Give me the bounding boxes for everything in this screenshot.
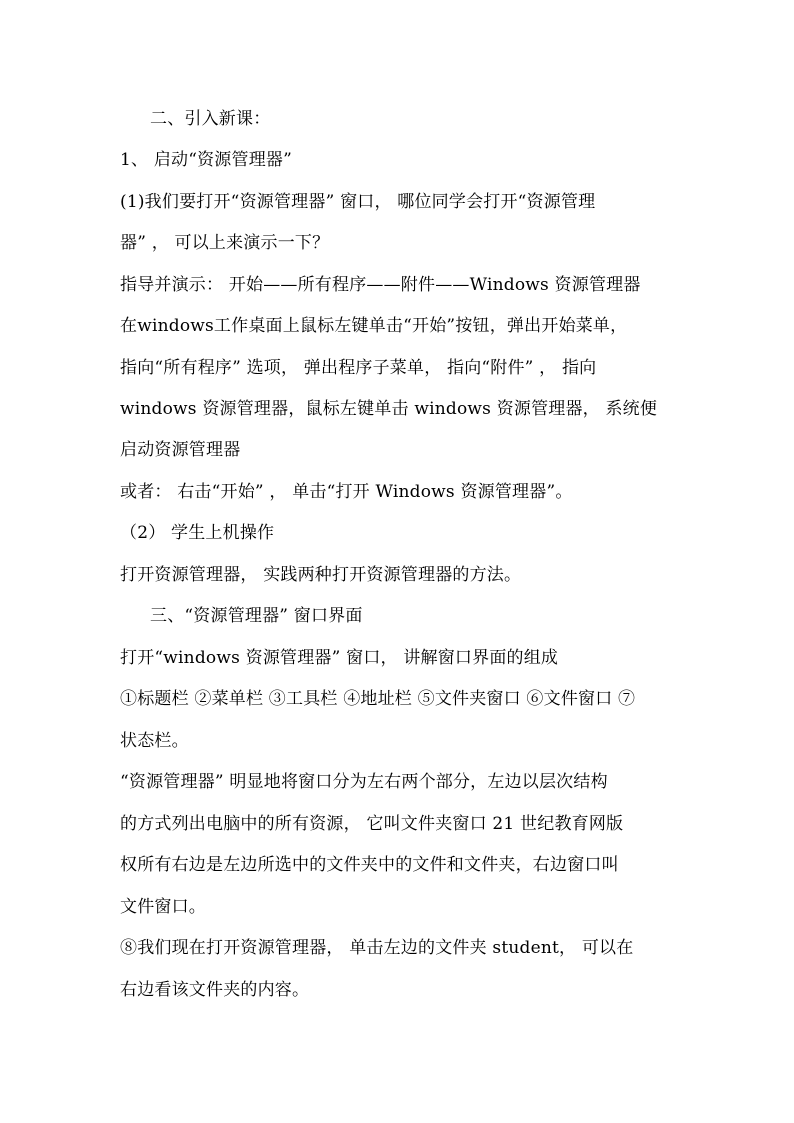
paragraph-line: 右边看该文件夹的内容。 [120,980,310,1000]
paragraph-line: 打开资源管理器， 实践两种打开资源管理器的方法。 [120,565,522,585]
paragraph-line: 指导并演示： 开始——所有程序——附件——Windows 资源管理器 [120,275,641,295]
paragraph-line: 权所有右边是左边所选中的文件夹中的文件和文件夹，右边窗口叫 [120,855,619,875]
paragraph-line: 状态栏。 [120,731,189,751]
paragraph-line: 打开“windows 资源管理器” 窗口， 讲解窗口界面的组成 [120,648,559,668]
paragraph-line: 指向“所有程序” 选项， 弹出程序子菜单， 指向“附件” ， 指向 [120,358,597,378]
paragraph-line: 在windows工作桌面上鼠标左键单击“开始”按钮，弹出开始菜单， [120,316,628,336]
paragraph-line: 器” ， 可以上来演示一下？ [120,233,330,253]
section-heading-new-lesson: 二、引入新课： [150,109,271,129]
section-heading-window-interface: 三、“资源管理器” 窗口界面 [150,606,363,626]
paragraph-line: (1)我们要打开“资源管理器” 窗口， 哪位同学会打开“资源管理 [120,192,596,212]
paragraph-line: “资源管理器” 明显地将窗口分为左右两个部分，左边以层次结构 [120,772,608,792]
paragraph-line: ①标题栏 ②菜单栏 ③工具栏 ④地址栏 ⑤文件夹窗口 ⑥文件窗口 ⑦ [120,689,636,709]
paragraph-line: 启动资源管理器 [120,440,241,460]
paragraph-line: 或者： 右击“开始” ， 单击“打开 Windows 资源管理器”。 [120,482,573,502]
paragraph-line: windows 资源管理器，鼠标左键单击 windows 资源管理器， 系统便 [120,399,658,419]
step-1-heading: 1、 启动“资源管理器” [120,150,293,170]
paragraph-line: ⑧我们现在打开资源管理器， 单击左边的文件夹 student， 可以在 [120,938,634,958]
paragraph-line: 文件窗口。 [120,897,206,917]
paragraph-line: 的方式列出电脑中的所有资源， 它叫文件夹窗口 21 世纪教育网版 [120,814,624,834]
step-2-heading: （2） 学生上机操作 [120,523,275,543]
